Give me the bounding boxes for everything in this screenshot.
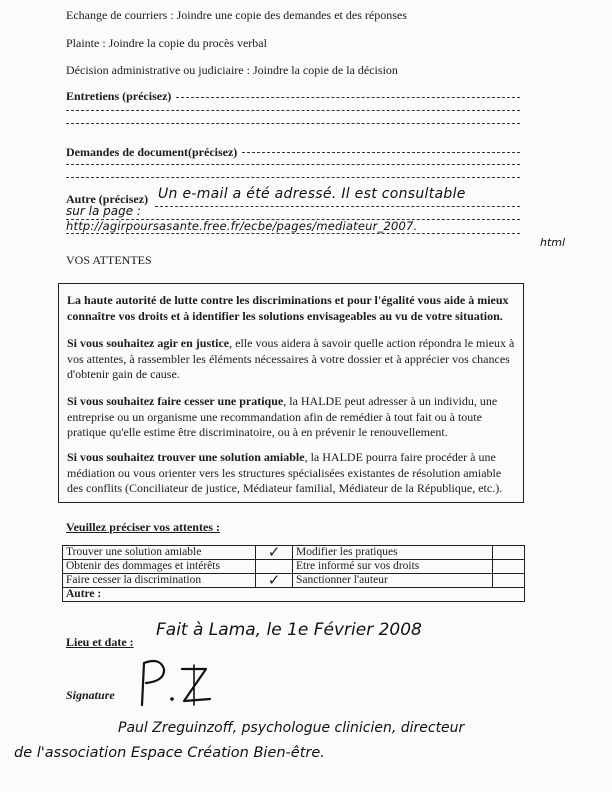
option-checkbox-dommages[interactable] (256, 560, 293, 574)
demandes-line-2[interactable] (66, 164, 520, 165)
entretiens-line-1[interactable] (176, 97, 520, 98)
option-checkbox-amiable[interactable]: ✓ (256, 546, 293, 560)
option-checkbox-informe[interactable] (493, 560, 525, 574)
option-checkbox-sanctionner[interactable] (493, 574, 525, 588)
autre-line-1[interactable] (155, 206, 520, 207)
halde-info-box (58, 283, 524, 503)
table-row (63, 574, 525, 588)
demandes-line-3[interactable] (66, 177, 520, 178)
preciser-heading: Veuillez préciser vos attentes : (66, 520, 220, 534)
attentes-table (62, 545, 525, 602)
info-pratique-text: , la HALDE peut adresser à un individu, une entreprise ou un organisme une recommandation afin de remédier à tout fait ou à toute pratique qu'elle estime être discriminatoire, ou à en prévenir le renouvellement. (67, 394, 498, 439)
option-label: Faire cesser la discrimination (63, 574, 256, 588)
autre-handwriting-2: sur la page : (66, 204, 141, 218)
option-label: Etre informé sur vos droits (293, 560, 493, 574)
signatory-line-1: Paul Zreguinzoff, psychologue clinicien, directeur (118, 720, 465, 736)
plainte-line: Plainte : Joindre la copie du procès verbal (66, 36, 267, 50)
courriers-line: Echange de courriers : Joindre une copie des demandes et des réponses (66, 8, 407, 22)
table-row (63, 546, 525, 560)
demandes-label: Demandes de document(précisez) (66, 145, 238, 159)
decision-line: Décision administrative ou judiciaire : Joindre la copie de la décision (66, 63, 398, 77)
entretiens-line-2[interactable] (66, 110, 520, 111)
info-paragraph-pratique (67, 394, 519, 441)
table-row (63, 560, 525, 574)
autre-handwriting-4: html (540, 236, 566, 249)
info-paragraph-amiable (67, 450, 519, 497)
info-paragraph-justice (67, 336, 519, 383)
table-row (63, 588, 525, 602)
option-label: Sanctionner l'auteur (293, 574, 493, 588)
option-label: Obtenir des dommages et intérêts (63, 560, 256, 574)
option-label: Modifier les pratiques (293, 546, 493, 560)
autre-line-3[interactable] (66, 233, 520, 234)
option-checkbox-modifier[interactable] (493, 546, 525, 560)
entretiens-line-3[interactable] (66, 123, 520, 124)
demandes-line-1[interactable] (242, 152, 520, 153)
attentes-heading: VOS ATTENTES (66, 253, 152, 267)
option-label: Trouver une solution amiable (63, 546, 256, 560)
signatory-line-2: de l'association Espace Création Bien-être. (14, 745, 325, 761)
lieu-date-handwriting: Fait à Lama, le 1e Février 2008 (156, 620, 422, 640)
autre-label: Autre (précisez) (66, 192, 149, 206)
info-amiable-bold: Si vous souhaitez trouver une solution amiable (67, 450, 305, 464)
autre-attente-field[interactable]: Autre : (63, 588, 525, 602)
info-pratique-bold: Si vous souhaitez faire cesser une pratique (67, 394, 284, 408)
autre-handwriting-1: Un e-mail a été adressé. Il est consultable (158, 186, 466, 202)
entretiens-label: Entretiens (précisez) (66, 89, 172, 103)
signature-image (130, 655, 220, 715)
info-intro: La haute autorité de lutte contre les discriminations et pour l'égalité vous aide à mieux connaître vos droits et à identifier les solutions envisageables au vu de votre situation. (67, 293, 509, 323)
lieu-date-label: Lieu et date : (66, 635, 134, 649)
info-amiable-text: , la HALDE pourra faire procéder à une médiation ou vous orienter vers les structures spécialisées existantes de résolution amiable des conflits (Conciliateur de justice, Médiateur familial, Médiateur de la République, etc.). (67, 450, 503, 495)
signature-label: Signature (66, 688, 115, 702)
autre-handwriting-3: http://agirpoursasante.free.fr/ecbe/pages/mediateur_2007. (66, 219, 418, 233)
info-justice-bold: Si vous souhaitez agir en justice (67, 336, 230, 350)
info-justice-text: , elle vous aidera à savoir quelle action répondra le mieux à vos attentes, à rassembler les éléments nécessaires à votre dossier et à apprécier vos chances d'obtenir gain de cause. (67, 336, 515, 381)
option-checkbox-cesser[interactable]: ✓ (256, 574, 293, 588)
